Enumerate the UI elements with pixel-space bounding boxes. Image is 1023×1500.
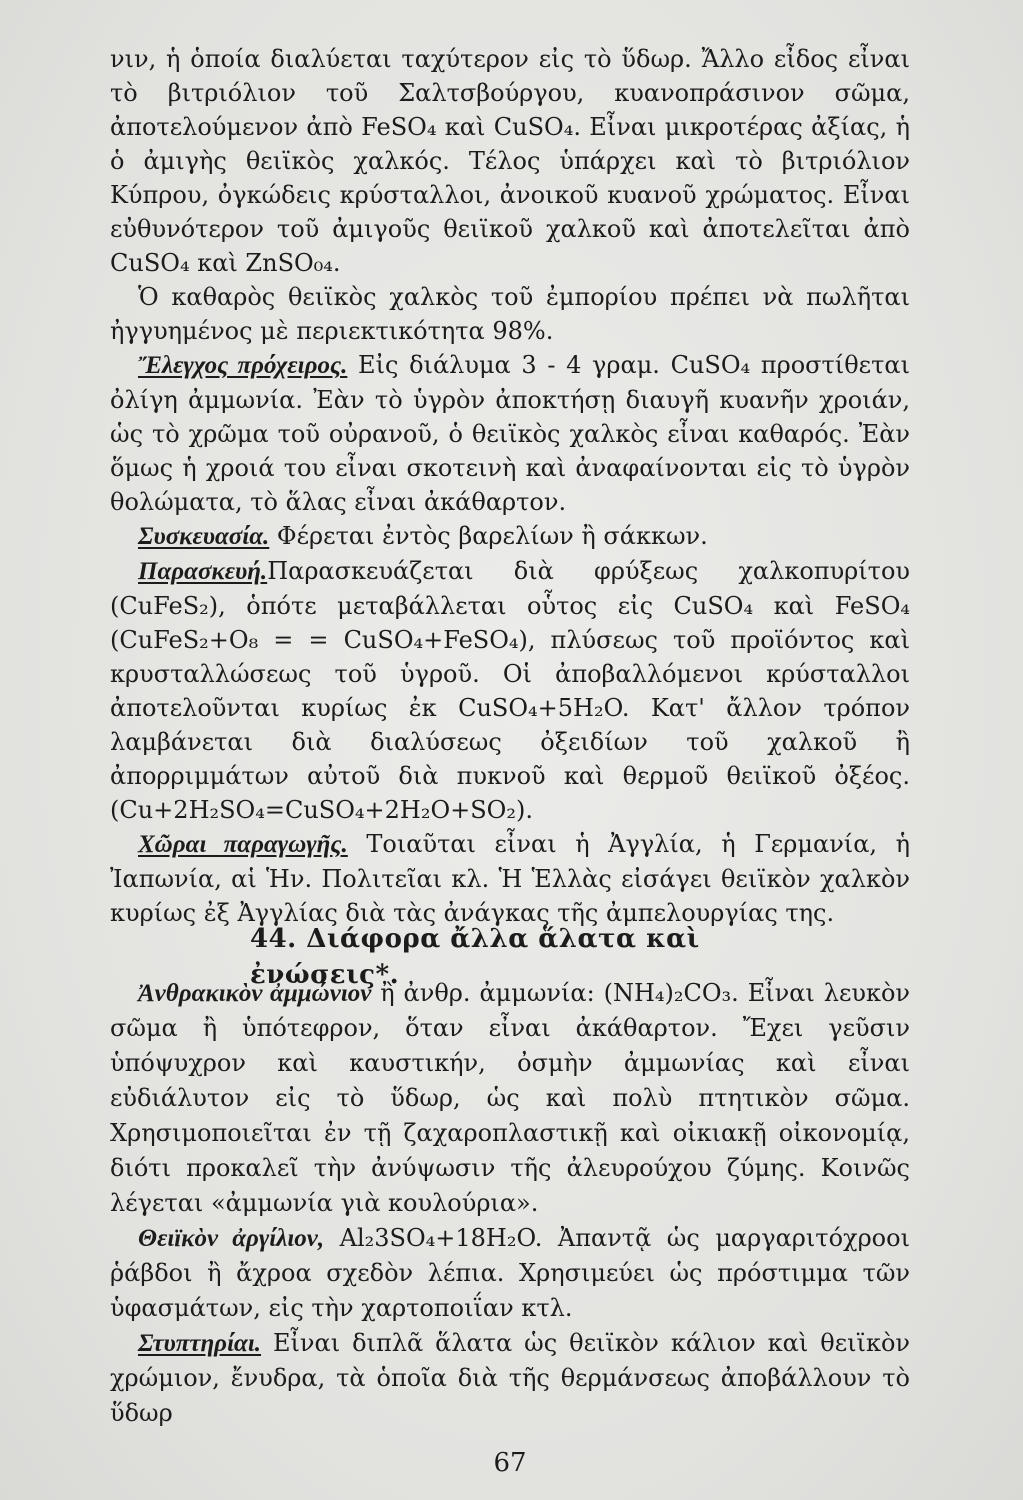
term-ammonium-carbonate: Ἀνθρακικὸν ἀμμώνιον (138, 980, 372, 1007)
preparation-text: Παρασκευάζεται διὰ φρύξεως χαλκοπυρίτου (CuFeS₂), ὁπότε μεταβάλλεται οὗτος εἰς CuSO₄ καὶ FeSO₄ (CuFeS₂+O₈ = = CuSO₄+FeSO₄), πλύσεως τοῦ προϊόντος καὶ κρυσταλλώσεως τοῦ ὑγροῦ. Οἱ ἀποβαλλόμενοι κρύσταλλοι ἀποτελοῦνται κυρίως ἐκ CuSO₄+5H₂O. Κατ' ἄλλον τρόπον λαμβάνεται διὰ διαλύσεως ὀξειδίων τοῦ χαλκοῦ ἢ ἀπορριμμάτων αὐτοῦ διὰ πυκνοῦ καὶ θερμοῦ θειϊκοῦ ὀξέος. (Cu+2H₂SO₄=CuSO₄+2H₂O+SO₂). (110, 557, 910, 824)
section-44-text-block (110, 976, 910, 1431)
page-number: 67 (493, 1448, 527, 1478)
term-countries: Χῶραι παραγωγῆς. (138, 831, 348, 858)
term-packaging: Συσκευασία. (138, 523, 270, 550)
packaging-text: Φέρεται ἐντὸς βαρελίων ἢ σάκκων. (269, 522, 708, 550)
term-control: Ἔλεγχος πρόχειρος. (138, 352, 348, 379)
term-alums: Στυπτηρίαι. (138, 1330, 262, 1357)
ammonium-text: ἢ ἀνθρ. ἀμμωνία: (NH₄)₂CO₃. Εἶναι λευκὸν σῶμα ἢ ὑπότεφρον, ὅταν εἶναι ἀκάθαρτον. Ἔχει γεῦσιν ὑπόψυχρον καὶ καυστικήν, ὀσμὴν ἀμμωνίας καὶ εἶναι εὐδιάλυτον εἰς τὸ ὕδωρ, ὡς καὶ πολὺ πτητικὸν σῶμα. Χρησιμοποιεῖται ἐν τῇ ζαχαροπλαστικῇ καὶ οἰκιακῇ οἰκονομίᾳ, διότι προκαλεῖ τὴν ἀνύψωσιν τῆς ἀλευρούχου ζύμης. Κοινῶς λέγεται «ἀμμωνία γιὰ κουλούρια». (110, 979, 911, 1217)
paragraph-ammonium-carbonate (110, 976, 910, 1221)
term-aluminium-sulfate: Θειϊκὸν ἀργίλιον, (138, 1225, 325, 1252)
alum-text: Al₂3SO₄+18H₂O. Ἀπαντᾷ ὡς μαργαριτόχροοι ῥάβδοι ἢ ἄχροα σχεδὸν λέπια. Χρησιμεύει ὡς πρόστιμμα τῶν ὑφασμάτων, εἰς τὴν χαρτοποιΐαν κτλ. (110, 1224, 910, 1322)
paragraph-alums (110, 1326, 910, 1431)
main-text-block (110, 42, 910, 930)
control-text: Εἰς διάλυμα 3 - 4 γραμ. CuSO₄ προστίθεται ὀλίγη ἀμμωνία. Ἐὰν τὸ ὑγρὸν ἀποκτήσῃ διαυγῆ κυανῆν χροιάν, ὡς τὸ χρῶμα τοῦ οὐρανοῦ, ὁ θειϊκὸς χαλκὸς εἶναι καθαρός. Ἐὰν ὅμως ἡ χροιά του εἶναι σκοτεινὴ καὶ ἀναφαίνονται εἰς τὸ ὑγρὸν θολώματα, τὸ ἅλας εἶναι ἀκάθαρτον. (110, 351, 910, 516)
term-preparation: Παρασκευή. (138, 558, 268, 585)
countries-text: Τοιαῦται εἶναι ἡ Ἀγγλία, ἡ Γερμανία, ἡ Ἰαπωνία, αἱ Ἡν. Πολιτεῖαι κλ. Ἡ Ἑλλὰς εἰσάγει θειϊκὸν χαλκὸν κυρίως ἐξ Ἀγγλίας διὰ τὰς ἀνάγκας τῆς ἀμπελουργίας της. (110, 830, 910, 927)
paragraph-pure-copper-sulfate: Ὁ καθαρὸς θειϊκὸς χαλκὸς τοῦ ἐμπορίου πρέπει νὰ πωλῆται ἠγγυημένος μὲ περιεκτικότητα 98%. (110, 283, 910, 345)
paragraph-aluminium-sulfate (110, 1221, 910, 1326)
alums-text: Εἶναι διπλᾶ ἅλατα ὡς θειϊκὸν κάλιον καὶ θειϊκὸν χρώμιον, ἔνυδρα, τὰ ὁποῖα διὰ τῆς θερμάνσεως ἀποβάλλουν τὸ ὕδωρ (110, 1329, 910, 1427)
paragraph-countries (110, 827, 910, 930)
paragraph-preparation (110, 554, 910, 827)
paragraph-continuation: νιν, ἡ ὁποία διαλύεται ταχύτερον εἰς τὸ ὕδωρ. Ἄλλο εἶδος εἶναι τὸ βιτριόλιον τοῦ Σαλτσβούργου, κυανοπράσινον σῶμα, ἀποτελούμενον ἀπὸ FeSO₄ καὶ CuSO₄. Εἶναι μικροτέρας ἀξίας, ἡ ὁ ἀμιγὴς θειϊκὸς χαλκός. Τέλος ὑπάρχει καὶ τὸ βιτριόλιον Κύπρου, ὀγκώδεις κρύσταλλοι, ἀνοικοῦ κυανοῦ χρώματος. Εἶναι εὐθυνότερον τοῦ ἀμιγοῦς θειϊκοῦ χαλκοῦ καὶ ἀποτελεῖται ἀπὸ CuSO₄ καὶ ZnSO₀₄. (110, 45, 910, 277)
paragraph-packaging (110, 519, 910, 554)
paragraph-control (110, 348, 910, 519)
section-heading: 44. Διάφορα ἄλλα ἅλατα καὶ ἐνώσεις*. (250, 924, 700, 990)
